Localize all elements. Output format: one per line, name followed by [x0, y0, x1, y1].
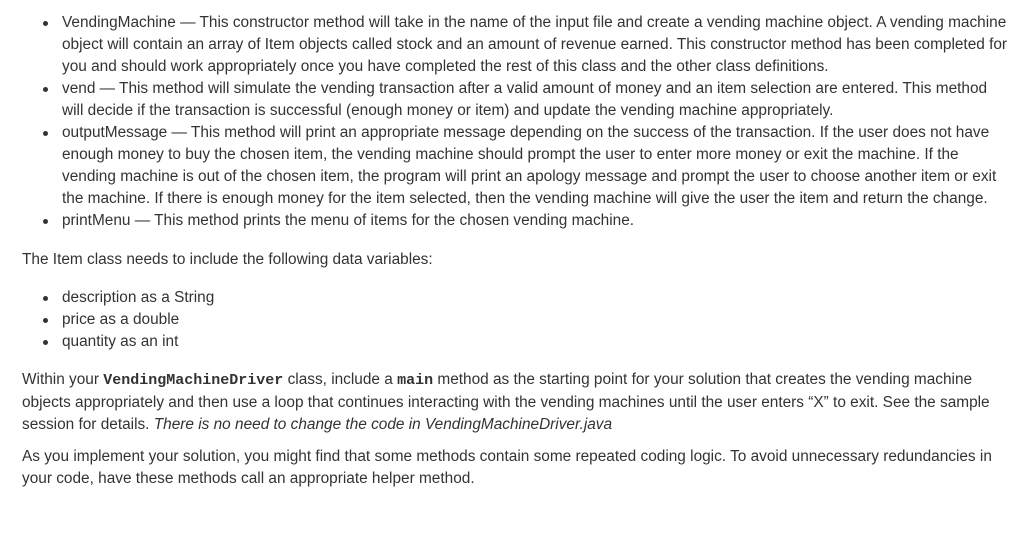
list-item: vend — This method will simulate the vending transaction after a valid amount of money and an item selection are entered. This method will decide if the transaction is successful (enough money or item) and update the vending machine appropriately.	[62, 78, 1012, 122]
method-name: printMenu	[62, 212, 131, 229]
method-description: This method prints the menu of items for the chosen vending machine.	[154, 212, 635, 229]
method-name: VendingMachine	[62, 14, 176, 31]
inline-code: main	[397, 372, 434, 389]
item-class-intro: The Item class needs to include the following data variables:	[22, 251, 433, 268]
method-description: This method will simulate the vending transaction after a valid amount of money and an item selection are entered. This method will decide if the transaction is successful (enough money or item) and update the vending machine appropriately.	[62, 80, 988, 119]
driver-paragraph: Within your VendingMachineDriver class, include a main method as the starting point for your solution that creates the vending machine objects appropriately and then use a loop that continues interacting with the vending machines until the user enters “X” to exit. See the sample session for details. There is no need to change the code in VendingMachineDriver.java	[22, 371, 990, 433]
method-description: This constructor method will take in the name of the input file and create a vending machine object. A vending machine object will contain an array of Item objects called stock and an amount of revenue earned. This constructor method has been completed for you and should work appropriately once you have completed the rest of this class and the other class definitions.	[62, 14, 1008, 75]
methods-list	[22, 12, 1012, 232]
list-item: VendingMachine — This constructor method will take in the name of the input file and create a vending machine object. A vending machine object will contain an array of Item objects called stock and an amount of revenue earned. This constructor method has been completed for you and should work appropriately once you have completed the rest of this class and the other class definitions.	[62, 12, 1012, 78]
inline-code: VendingMachineDriver	[103, 372, 284, 389]
item-variables-list	[22, 287, 1012, 353]
list-item: quantity as an int	[62, 331, 1012, 353]
helper-paragraph: As you implement your solution, you might find that some methods contain some repeated coding logic. To avoid unnecessary redundancies in your code, have these methods call an appropriate helper method.	[22, 448, 992, 487]
italic-note: There is no need to change the code in VendingMachineDriver.java	[153, 416, 613, 433]
method-name: vend	[62, 80, 96, 97]
list-item: printMenu — This method prints the menu of items for the chosen vending machine.	[62, 210, 1012, 232]
document-body	[22, 12, 1012, 490]
method-name: outputMessage	[62, 124, 168, 141]
list-item: price as a double	[62, 309, 1012, 331]
list-item: description as a String	[62, 287, 1012, 309]
list-item: outputMessage — This method will print an appropriate message depending on the success of the transaction. If the user does not have enough money to buy the chosen item, the vending machine should prompt the user to enter more money or exit the machine. If the vending machine is out of the chosen item, the program will print an apology message and prompt the user to choose another item or exit the machine. If there is enough money for the item selected, then the vending machine will give the user the item and return the change.	[62, 122, 1012, 210]
method-description: This method will print an appropriate message depending on the success of the transaction. If the user does not have enough money to buy the chosen item, the vending machine should prompt the user to enter more money or exit the machine. If the vending machine is out of the chosen item, the program will print an apology message and prompt the user to choose another item or exit the machine. If there is enough money for the item selected, then the vending machine will give the user the item and return the change.	[62, 124, 997, 207]
